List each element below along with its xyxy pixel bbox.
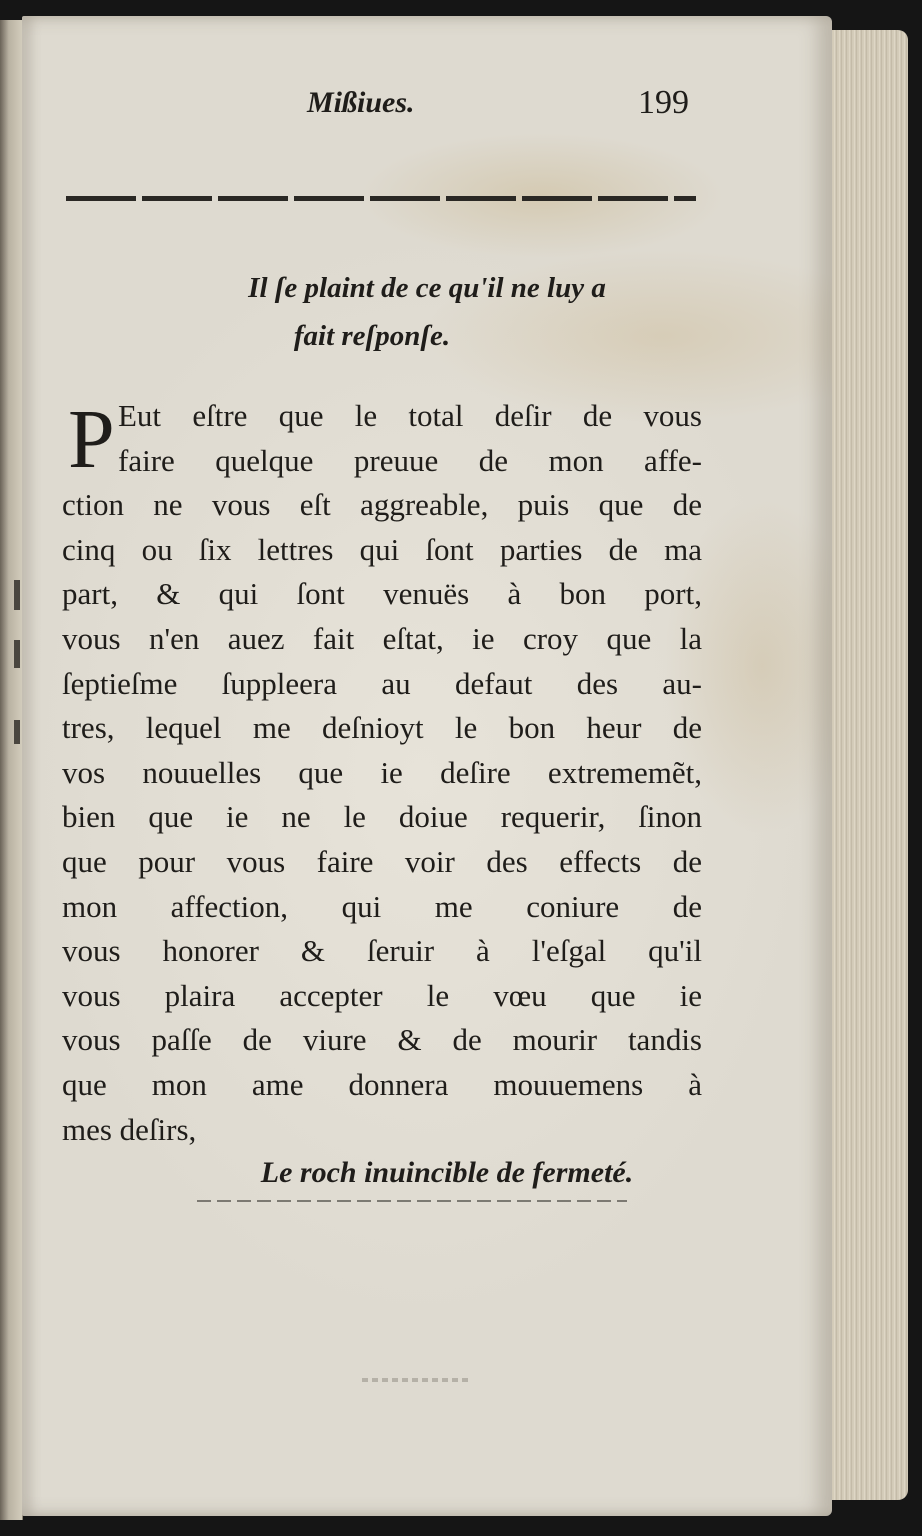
body-line: vous plaira accepter le vœu que ie <box>62 977 702 1013</box>
body-line: part, & qui ſont venuës à bon port, <box>62 576 702 612</box>
signature-underline <box>197 1200 627 1202</box>
body-line: mon affection, qui me coniure de <box>62 888 702 924</box>
body-line: vous honorer & ſeruir à l'eſgal qu'il <box>62 933 702 969</box>
body-line: faire quelque preuue de mon affe- <box>118 442 702 478</box>
body-line: tres, lequel me deſnioyt le bon heur de <box>62 710 702 746</box>
body-line: ction ne vous eſt aggreable, puis que de <box>62 487 702 523</box>
facing-page-mark <box>14 720 20 744</box>
signature-line <box>22 1156 832 1190</box>
page-stack-fore-edge <box>828 30 908 1500</box>
body-line: vos nouuelles que ie deſire extrememẽt, <box>62 754 702 790</box>
body-line: mes deſirs, <box>62 1111 197 1147</box>
heading-line-2: fait reſponſe. <box>293 320 451 352</box>
running-head <box>22 86 832 130</box>
signature-text: Le roch inuincible de fermeté. <box>260 1156 634 1189</box>
letter-body <box>62 394 702 1152</box>
body-line: cinq ou ſix lettres qui ſont parties de ma <box>62 531 702 567</box>
body-line: que pour vous faire voir des effects de <box>62 843 702 879</box>
body-line: que mon ame donnera mouuemens à <box>62 1066 702 1102</box>
page-number: 199 <box>638 84 689 121</box>
ink-bleed-mark <box>362 1378 472 1382</box>
book-page <box>22 16 832 1516</box>
letter-heading <box>22 264 832 360</box>
facing-page-edge <box>0 20 23 1520</box>
body-line: vous n'en auez fait eſtat, ie croy que la <box>62 620 702 656</box>
body-line: Eut eſtre que le total deſir de vous <box>118 398 702 433</box>
body-line: bien que ie ne le doiue requerir, ſinon <box>62 799 702 835</box>
facing-page-mark <box>14 640 20 668</box>
running-title: Mißiues. <box>307 86 415 119</box>
facing-page-mark <box>14 580 20 610</box>
heading-line-1: Il ſe plaint de ce qu'il ne luy a <box>248 272 606 304</box>
body-line: ſeptieſme ſuppleera au defaut des au- <box>62 665 702 701</box>
header-rule <box>66 196 696 201</box>
body-line: vous paſſe de viure & de mourir tandis <box>62 1022 702 1058</box>
drop-cap: P <box>68 393 115 486</box>
